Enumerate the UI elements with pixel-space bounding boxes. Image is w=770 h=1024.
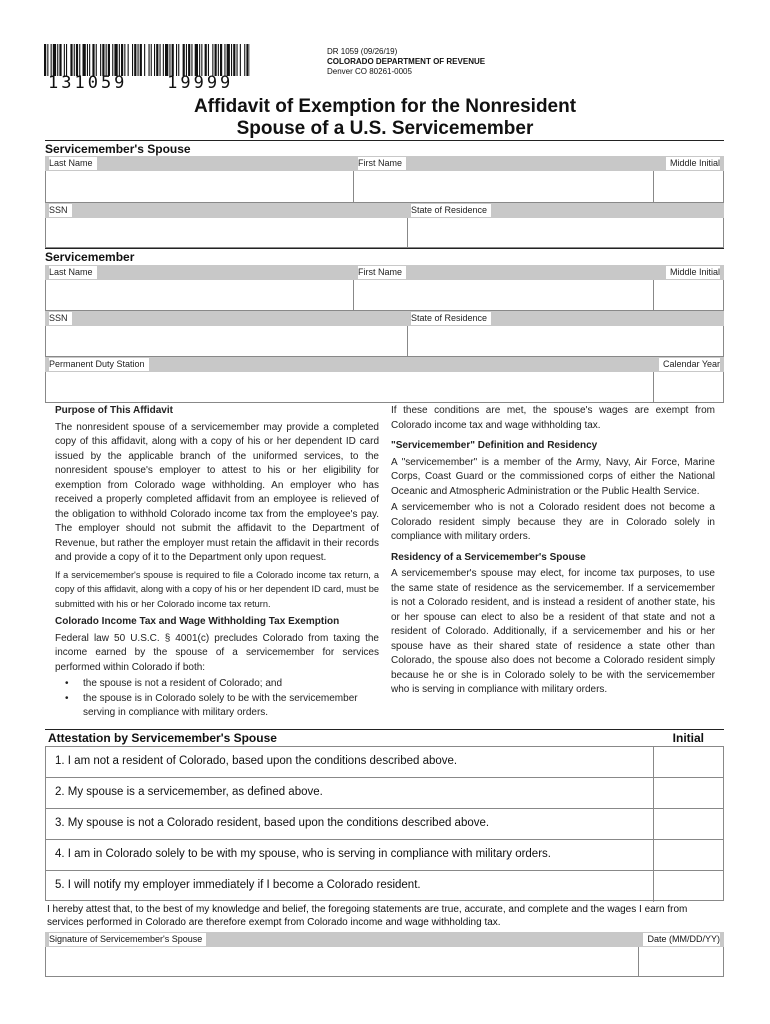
spouse-middle-initial-field[interactable] — [653, 171, 724, 203]
barcode-bar — [128, 44, 129, 76]
servicemember-middle-initial-label: Middle Initial — [653, 265, 724, 280]
barcode-bar — [201, 44, 202, 76]
conditions-text: If these conditions are met, the spouse's wages are exempt from Colorado income tax and wage withholding tax. — [391, 405, 715, 431]
initial-heading: Initial — [672, 731, 704, 745]
attestation-item-text: 2. My spouse is a servicemember, as defined above. — [55, 786, 323, 798]
barcode-bar — [83, 44, 86, 76]
initial-field-4[interactable] — [653, 840, 724, 871]
servicemember-state-field[interactable] — [407, 326, 724, 357]
servicemember-section-heading: Servicemember — [45, 248, 724, 264]
barcode-bar — [220, 44, 222, 76]
exemption-conditions-list — [55, 677, 379, 721]
barcode-bar — [212, 44, 213, 76]
barcode-bar — [237, 44, 238, 76]
servicemember-state-label: State of Residence — [407, 311, 724, 326]
barcode-bar — [191, 44, 192, 76]
barcode-bar — [172, 44, 174, 76]
spouse-state-field[interactable] — [407, 218, 724, 248]
barcode-bar — [64, 44, 65, 76]
spouse-last-name-label: Last Name — [45, 156, 354, 171]
title-line-1: Affidavit of Exemption for the Nonresident — [193, 96, 577, 117]
barcode-bar — [169, 44, 170, 76]
servicemember-middle-initial-field[interactable] — [653, 280, 724, 311]
barcode-bar — [51, 44, 52, 76]
barcode-bar — [240, 44, 241, 76]
barcode-bar — [244, 44, 245, 76]
instructions-right-column — [391, 404, 715, 700]
attestation-item-1 — [45, 746, 724, 777]
barcode-bar — [108, 44, 110, 76]
spouse-middle-initial-label: Middle Initial — [653, 156, 724, 171]
exemption-heading: Colorado Income Tax and Wage Withholding Tax Exemption — [55, 616, 340, 627]
barcode-bar — [233, 44, 235, 76]
barcode-bar — [199, 44, 200, 76]
definition-heading: "Servicemember" Definition and Residency — [391, 440, 598, 451]
barcode — [44, 44, 250, 76]
barcode-bar — [246, 44, 248, 76]
barcode-bar — [100, 44, 101, 76]
barcode-bar — [102, 44, 104, 76]
department-name: COLORADO DEPARTMENT OF REVENUE — [327, 57, 486, 66]
form-identifier — [327, 47, 485, 77]
attestation-item-4 — [45, 839, 724, 870]
definition-text-2: A servicemember who is not a Colorado resident does not become a Colorado resident simply because they are in Colorado solely in compliance with military orders. — [391, 502, 715, 542]
barcode-bar — [224, 44, 225, 76]
barcode-bar — [106, 44, 107, 76]
barcode-bar — [188, 44, 190, 76]
attestation-item-text: 4. I am in Colorado solely to be with my spouse, who is serving in compliance with military orders. — [55, 848, 551, 860]
barcode-bar — [121, 44, 123, 76]
spouse-state-label: State of Residence — [407, 203, 724, 218]
barcode-bar — [138, 44, 139, 76]
spouse-ssn-label: SSN — [45, 203, 407, 218]
barcode-bar — [144, 44, 145, 76]
purpose-text-2: If a servicemember's spouse is required to file a Colorado income tax return, a copy of this affidavit, along with a copy of his or her dependent ID card, must be submitted with his or her Colorado income tax return. — [55, 569, 379, 609]
attestation-heading: Attestation by Servicemember's Spouse — [48, 731, 277, 745]
barcode-bar — [151, 44, 152, 76]
residency-text: A servicemember's spouse may elect, for income tax purposes, to use the same state of residence as the servicemember. If a servicemember is not a Colorado resident, and is instead a resident of another state, his or her spouse can elect to also be a resident of that state and not a resident of Colorado. Additionally, if a servicemember and his or her spouse have as their shared state of residence a state other than Colorado, the spouse also does not become a Colorado resident simply because he or she is in Colorado solely to be with the servicemember who is serving in compliance with military orders. — [391, 568, 715, 695]
attestation-heading-bar — [45, 729, 724, 746]
initial-field-2[interactable] — [653, 778, 724, 809]
servicemember-ssn-field[interactable] — [45, 326, 408, 357]
barcode-bar — [154, 44, 155, 76]
attestation-item-2 — [45, 777, 724, 808]
date-label: Date (MM/DD/YY) — [638, 932, 724, 947]
date-field[interactable] — [638, 947, 724, 977]
barcode-bar — [208, 44, 209, 76]
barcode-bar — [160, 44, 161, 76]
condition-2: • the spouse is in Colorado solely to be with the servicemember serving in compliance with military orders. — [65, 692, 379, 721]
duty-station-field[interactable] — [45, 372, 654, 403]
definition-text: A "servicemember" is a member of the Army, Navy, Air Force, Marine Corps, Coast Guard or the commissioned corps of either the National Oceanic and Atmospheric Administration or the Public Health Service. — [391, 456, 715, 497]
servicemember-ssn-label: SSN — [45, 311, 407, 326]
initial-field-3[interactable] — [653, 809, 724, 840]
purpose-heading: Purpose of This Affidavit — [55, 405, 173, 416]
servicemember-first-name-label: First Name — [354, 265, 653, 280]
barcode-bar — [92, 44, 94, 76]
spouse-section-heading: Servicemember's Spouse — [45, 140, 724, 156]
barcode-bar — [231, 44, 232, 76]
spouse-ssn-field[interactable] — [45, 218, 408, 248]
attestation-item-text: 1. I am not a resident of Colorado, based upon the conditions described above. — [55, 755, 458, 767]
title-line-2: Spouse of a U.S. Servicemember — [236, 118, 534, 139]
barcode-bar — [176, 44, 177, 76]
instructions-left-column — [55, 404, 379, 721]
spouse-last-name-field[interactable] — [45, 171, 354, 203]
barcode-bar — [119, 44, 120, 76]
attestation-item-5 — [45, 870, 724, 901]
exemption-text: Federal law 50 U.S.C. § 4001(c) precludes Colorado from taxing the income earned by the spouse of a servicemember for services performed within Colorado if both: — [55, 632, 379, 673]
barcode-bar — [66, 44, 67, 76]
barcode-bar — [76, 44, 78, 76]
barcode-bar — [96, 44, 97, 76]
barcode-bar — [163, 44, 164, 76]
barcode-bar — [134, 44, 136, 76]
barcode-bar — [195, 44, 198, 76]
purpose-text: The nonresident spouse of a servicemember may provide a completed copy of this affidavit, along with a copy of his or her dependent ID card issued by the applicable branch of the uniformed services, to the nonresident spouse's employer to attest to his or her eligibility for exemption from Colorado wage withholding. An employer who has received a properly completed affidavit from an employee is relieved of the obligation to withhold Colorado income tax from the employee's pay. The employer should not submit the affidavit to the Department of Revenue, but rather the employer must retain the affidavit in their records and provide a copy of it to the Department only upon request. — [55, 421, 379, 563]
barcode-bar — [74, 44, 75, 76]
attestation-item-text: 5. I will notify my employer immediately if I become a Colorado resident. — [55, 879, 421, 891]
barcode-bar — [57, 44, 58, 76]
barcode-bar — [140, 44, 142, 76]
barcode-bar — [186, 44, 187, 76]
barcode-bar — [156, 44, 158, 76]
barcode-bar — [44, 44, 46, 76]
barcode-bar — [114, 44, 117, 76]
spouse-first-name-field[interactable] — [353, 171, 654, 203]
initial-field-1[interactable] — [653, 747, 724, 778]
barcode-bar — [70, 44, 72, 76]
servicemember-first-name-field[interactable] — [353, 280, 654, 311]
attestation-statement: I hereby attest that, to the best of my knowledge and belief, the foregoing statements are true, accurate, and complete and the wages I earn from services performed in Colorado are therefore exempt from Colorado income and wage withholding tax. — [47, 904, 688, 928]
form-number: DR 1059 (09/26/19) — [327, 47, 398, 56]
condition-1: • the spouse is not a resident of Colorado; and — [65, 677, 379, 692]
barcode-bar — [132, 44, 133, 76]
barcode-bar — [89, 44, 90, 76]
duty-station-label: Permanent Duty Station — [45, 357, 653, 372]
spouse-first-name-label: First Name — [354, 156, 653, 171]
signature-label: Signature of Servicemember's Spouse — [45, 932, 638, 947]
barcode-bar — [112, 44, 113, 76]
calendar-year-label: Calendar Year — [653, 357, 724, 372]
barcode-bar — [205, 44, 207, 76]
barcode-bar — [47, 44, 48, 76]
barcode-bar — [59, 44, 61, 76]
barcode-bar — [53, 44, 56, 76]
barcode-bar — [178, 44, 179, 76]
barcode-bar — [227, 44, 230, 76]
page-title — [0, 96, 770, 140]
barcode-number: 131059 19999 — [48, 73, 234, 93]
barcode-bar — [79, 44, 80, 76]
barcode-bar — [124, 44, 125, 76]
servicemember-last-name-field[interactable] — [45, 280, 354, 311]
barcode-bar — [149, 44, 150, 76]
barcode-bar — [165, 44, 168, 76]
residency-heading: Residency of a Servicemember's Spouse — [391, 551, 586, 563]
barcode-bar — [87, 44, 88, 76]
department-address: Denver CO 80261-0005 — [327, 67, 412, 76]
initial-field-5[interactable] — [653, 871, 724, 902]
attestation-item-3 — [45, 808, 724, 839]
signature-field[interactable] — [45, 947, 639, 977]
attestation-item-text: 3. My spouse is not a Colorado resident, based upon the conditions described above. — [55, 817, 490, 829]
barcode-bar — [218, 44, 219, 76]
calendar-year-field[interactable] — [653, 372, 724, 403]
servicemember-last-name-label: Last Name — [45, 265, 354, 280]
barcode-bar — [215, 44, 217, 76]
barcode-bar — [183, 44, 185, 76]
